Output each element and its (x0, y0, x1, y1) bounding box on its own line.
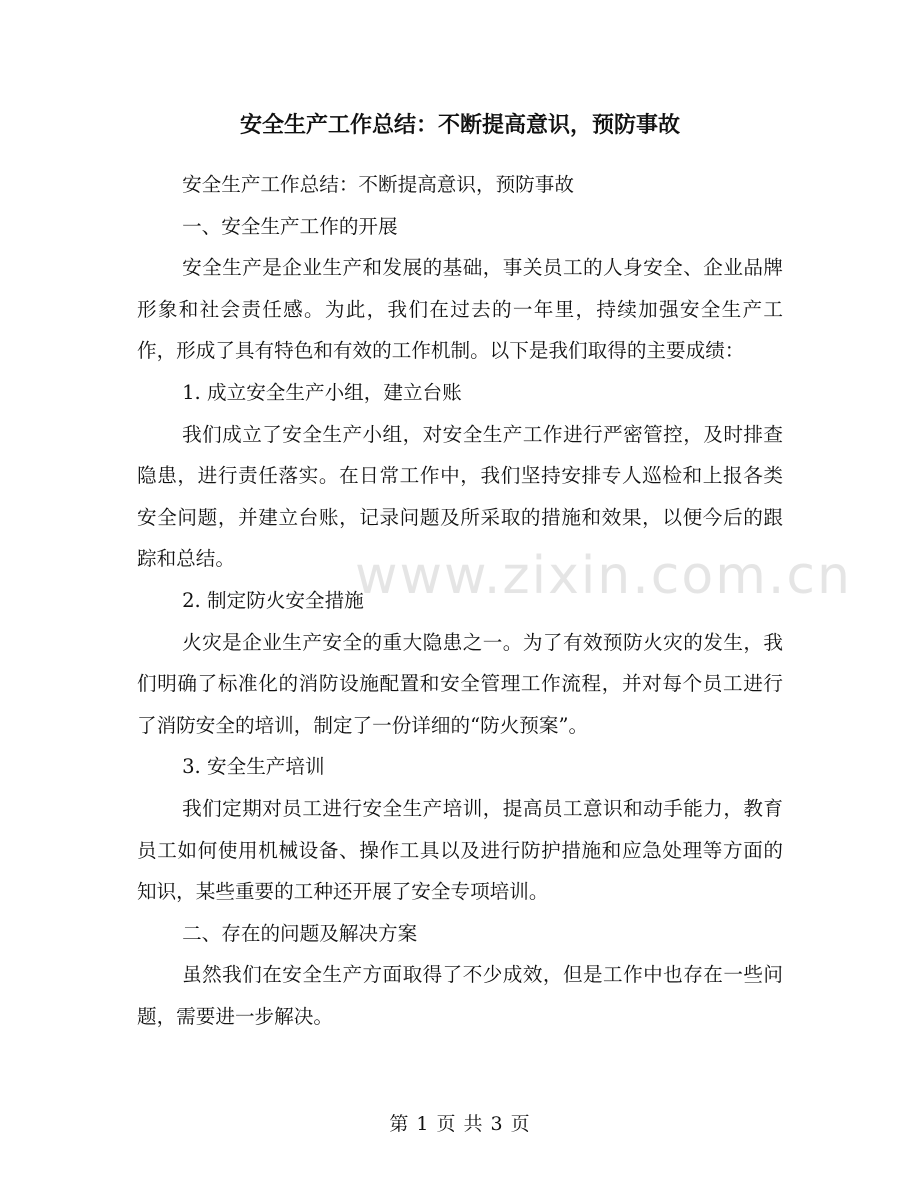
section-heading: 一、安全生产工作的开展 (182, 214, 398, 238)
section-heading: 二、存在的问题及解决方案 (182, 921, 418, 945)
paragraph: 我们成立了安全生产小组，对安全生产工作进行严密管控，及时排查隐患，进行责任落实。在日常工作中，我们坚持安排专人巡检和上报各类安全问题，并建立台账，记录问题及所采取的措施和效果，以便今后的跟踪和总结。 (137, 422, 783, 571)
page-number-footer: 第 1 页 共 3 页 (389, 1113, 531, 1135)
document-title: 安全生产工作总结：不断提高意识，预防事故 (239, 113, 680, 138)
paragraph: 火灾是企业生产安全的重大隐患之一。为了有效预防火灾的发生，我们明确了标准化的消防设施配置和安全管理工作流程，并对每个员工进行了消防安全的培训，制定了一份详细的“防火预案”。 (137, 630, 783, 737)
document-body (137, 164, 783, 1037)
paragraph: 虽然我们在安全生产方面取得了不少成效，但是工作中也存在一些问题，需要进一步解决。 (137, 963, 783, 1028)
paragraph: 安全生产是企业生产和发展的基础，事关员工的人身安全、企业品牌形象和社会责任感。为此，我们在过去的一年里，持续加强安全生产工作，形成了具有特色和有效的工作机制。以下是我们取得的主要成绩： (137, 256, 783, 363)
paragraph: 安全生产工作总结：不断提高意识，预防事故 (182, 173, 574, 196)
subsection-heading: 2. 制定防火安全措施 (182, 588, 364, 612)
subsection-heading: 1. 成立安全生产小组，建立台账 (182, 380, 462, 404)
paragraph: 我们定期对员工进行安全生产培训，提高员工意识和动手能力，教育员工如何使用机械设备、操作工具以及进行防护措施和应急处理等方面的知识，某些重要的工种还开展了安全专项培训。 (137, 796, 783, 904)
watermark: www.zixin.com.cn (355, 546, 852, 606)
subsection-heading: 3. 安全生产培训 (182, 755, 325, 779)
